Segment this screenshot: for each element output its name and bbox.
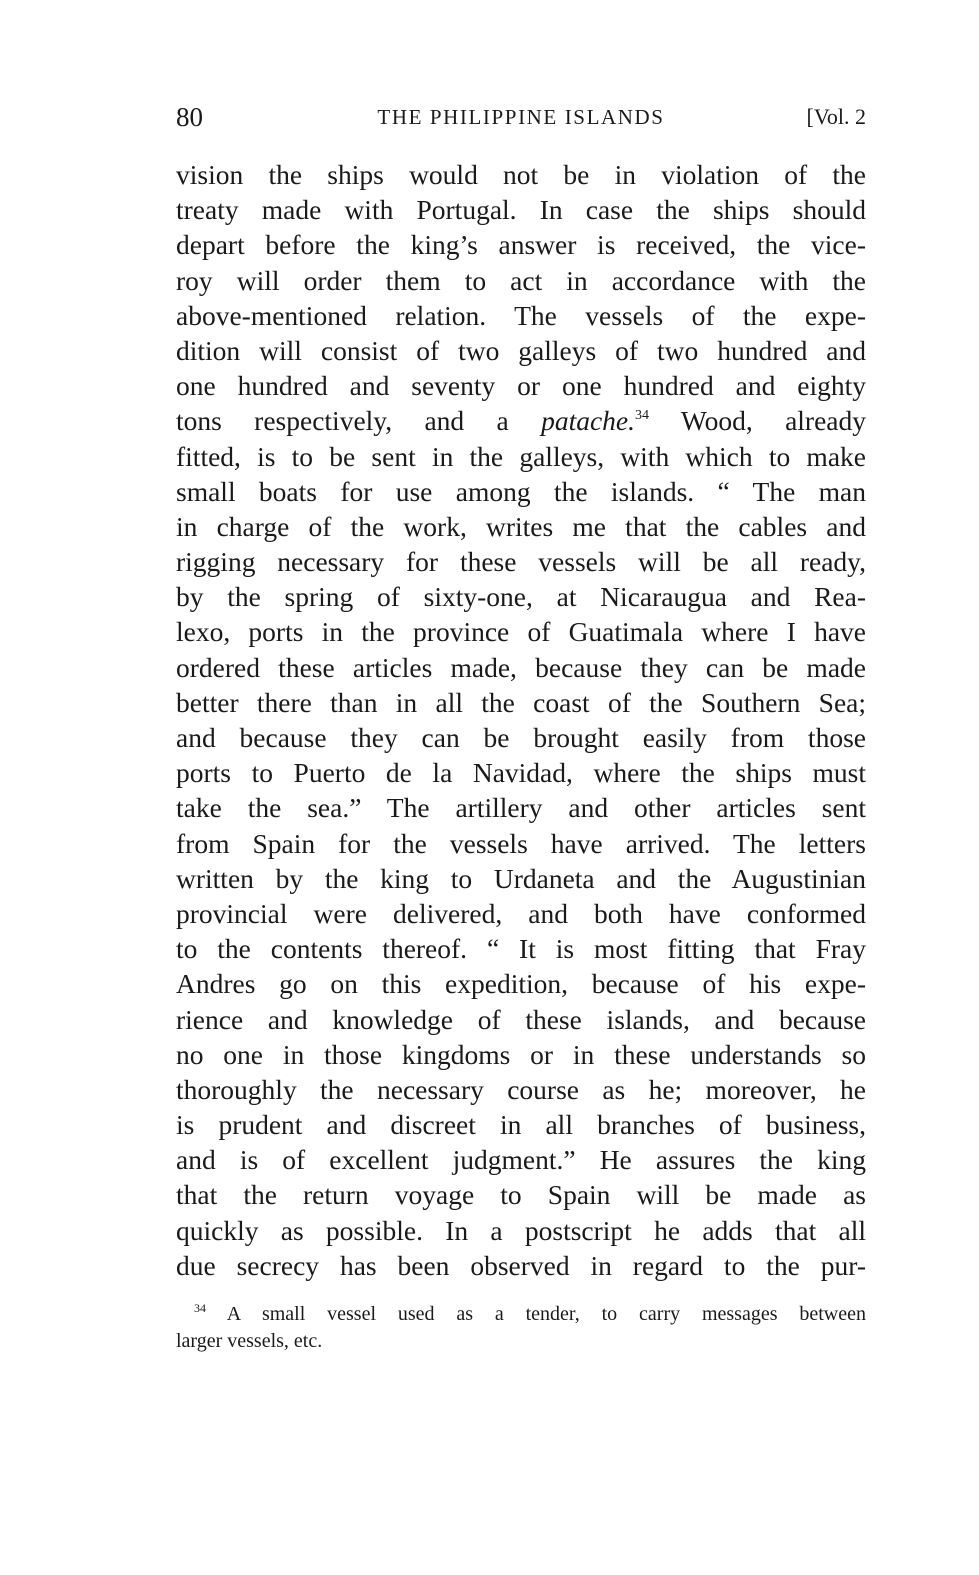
footnote-mark: 34 <box>194 1301 206 1315</box>
footnote-line: larger vessels, etc. <box>176 1330 323 1352</box>
text-line: that the return voyage to Spain will be made as <box>176 1179 866 1211</box>
text-line: treaty made with Portugal. In case the ships should <box>176 194 866 226</box>
text-line: due secrecy has been observed in regard to the pur- <box>176 1249 866 1281</box>
body-text <box>176 157 866 1283</box>
text-line: and is of excellent judgment.” He assures the king <box>176 1144 866 1176</box>
text-line: one hundred and seventy or one hundred and eighty <box>176 370 866 402</box>
italic-term: patache. <box>541 405 635 437</box>
text-line: written by the king to Urdaneta and the Augustinian <box>176 862 866 894</box>
text-line: ports to Puerto de la Navidad, where the ships must <box>176 757 866 789</box>
text-line: and because they can be brought easily from those <box>176 722 866 753</box>
volume-label: [Vol. 2 <box>806 104 866 129</box>
text-segment: tons respectively, and a <box>176 405 542 437</box>
text-segment: Wood, already <box>649 405 866 437</box>
text-line: lexo, ports in the province of Guatimala where I have <box>176 616 866 648</box>
text-line: by the spring of sixty-one, at Nicaraugua and Rea- <box>176 581 866 613</box>
text-line: provincial were delivered, and both have conformed <box>176 897 866 929</box>
text-line: roy will order them to act in accordance with the <box>176 264 866 296</box>
text-line: better there than in all the coast of the Southern Sea; <box>176 686 866 718</box>
text-line: rigging necessary for these vessels will be all ready, <box>176 546 866 578</box>
text-line: in charge of the work, writes me that the cables and <box>176 510 866 542</box>
text-line: is prudent and discreet in all branches of business, <box>176 1109 866 1141</box>
footnote-line <box>176 1301 866 1328</box>
text-line: fitted, is to be sent in the galleys, with which to make <box>176 440 866 472</box>
text-line: no one in those kingdoms or in these understands so <box>176 1038 866 1070</box>
text-line: quickly as possible. In a postscript he adds that all <box>176 1214 866 1246</box>
footnote <box>176 1301 866 1355</box>
text-line: depart before the king’s answer is received, the vice- <box>176 229 866 261</box>
text-line: to the contents thereof. “ It is most fitting that Fray <box>176 933 866 965</box>
running-head <box>176 100 866 134</box>
text-line: from Spain for the vessels have arrived. The letters <box>176 827 866 859</box>
text-line: small boats for use among the islands. “ The man <box>176 475 866 507</box>
text-line: Andres go on this expedition, because of his expe- <box>176 968 866 1000</box>
text-line: above-mentioned relation. The vessels of the expe- <box>176 299 866 331</box>
page-number: 80 <box>176 102 203 132</box>
footnote-reference[interactable]: 34 <box>635 408 649 424</box>
footnote-text: A small vessel used as a tender, to carry messages between <box>226 1303 866 1325</box>
text-line: take the sea.” The artillery and other articles sent <box>176 792 866 824</box>
text-line-with-footnote-ref <box>176 403 866 438</box>
text-line: vision the ships would not be in violation of the <box>176 159 866 190</box>
text-line: rience and knowledge of these islands, and because <box>176 1003 866 1035</box>
text-line: dition will consist of two galleys of two hundred and <box>176 334 866 366</box>
text-line: thoroughly the necessary course as he; moreover, he <box>176 1073 866 1105</box>
running-title: THE PHILIPPINE ISLANDS <box>377 105 665 129</box>
text-line: ordered these articles made, because they can be made <box>176 651 866 683</box>
